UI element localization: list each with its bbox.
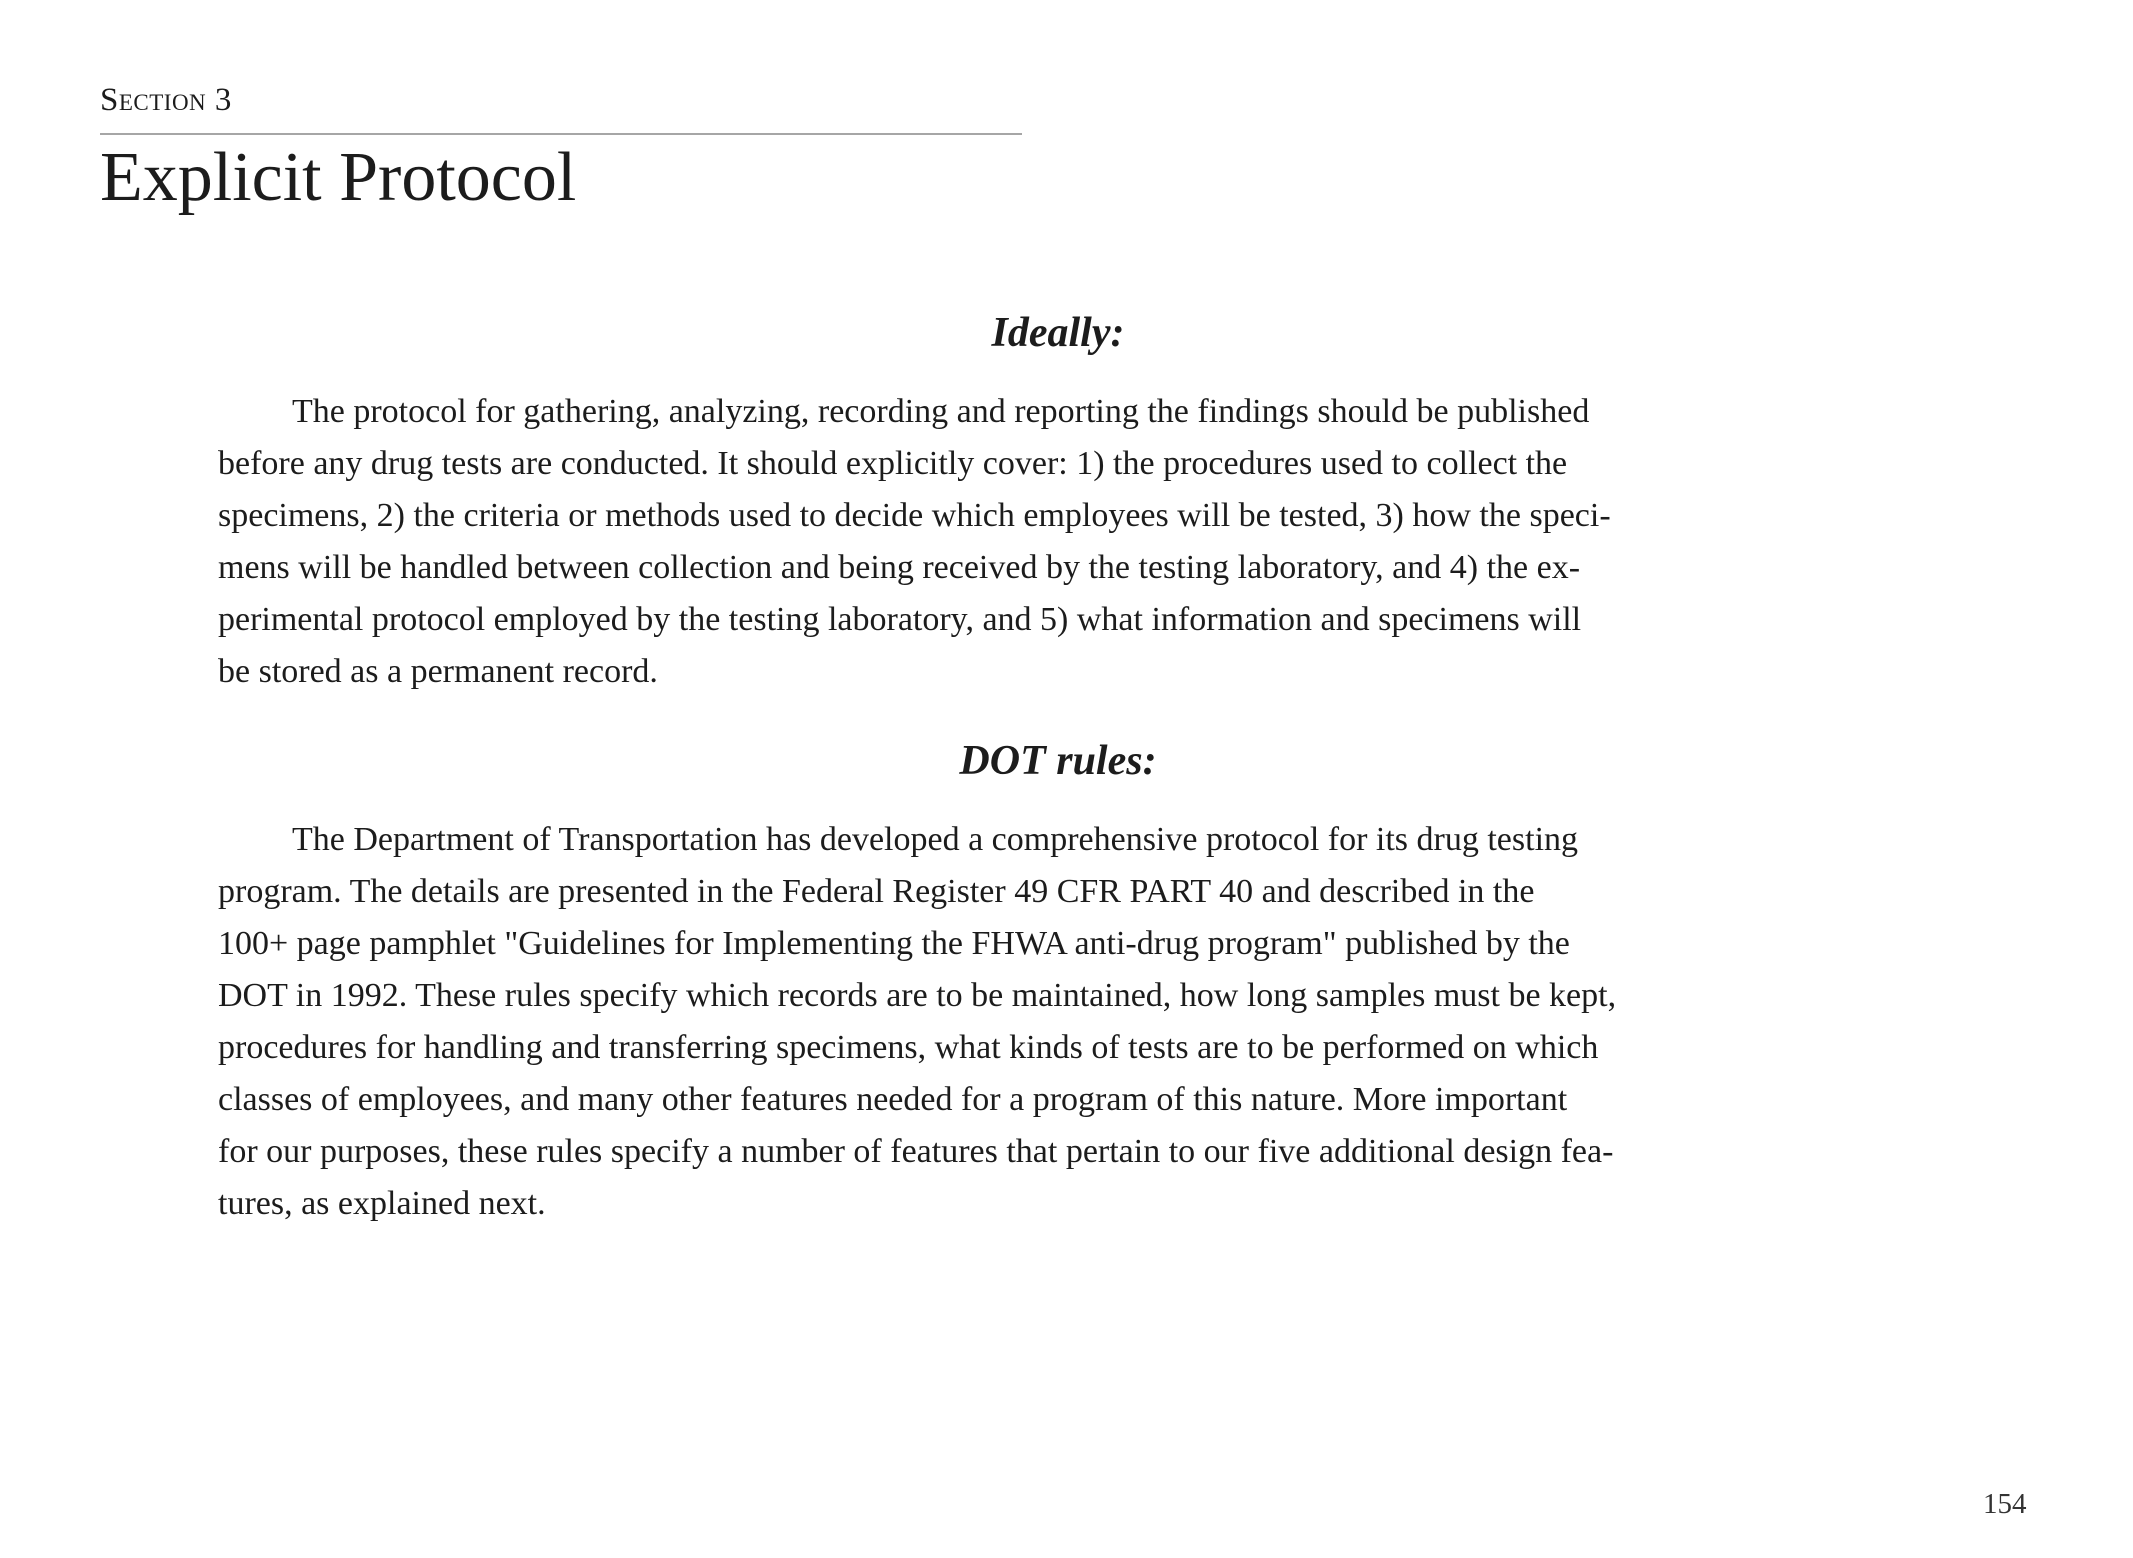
paragraph-line: procedures for handling and transferring specimens, what kinds of tests are to be performed on which bbox=[218, 1029, 1599, 1066]
page-number: 154 bbox=[1983, 1488, 2027, 1520]
paragraph-line: DOT in 1992. These rules specify which records are to be maintained, how long samples must be kept, bbox=[218, 977, 1617, 1014]
paragraph-line: before any drug tests are conducted. It should explicitly cover: 1) the procedures used to collect the bbox=[218, 445, 1568, 482]
header-divider bbox=[100, 133, 1022, 135]
paragraph-dot-rules bbox=[218, 814, 1898, 1230]
paragraph-line: The Department of Transportation has developed a comprehensive protocol for its drug testing bbox=[292, 821, 1579, 858]
section-heading-ideally: Ideally: bbox=[991, 310, 1125, 356]
paragraph-line: classes of employees, and many other features needed for a program of this nature. More important bbox=[218, 1081, 1568, 1118]
section-dot-rules bbox=[218, 736, 1898, 1230]
section-kicker: Section 3 bbox=[100, 82, 232, 118]
paragraph-line: mens will be handled between collection and being received by the testing laboratory, and 4) the ex- bbox=[218, 549, 1581, 586]
paragraph-line: tures, as explained next. bbox=[218, 1185, 546, 1222]
body-column bbox=[218, 308, 1898, 1230]
paragraph-line: The protocol for gathering, analyzing, recording and reporting the findings should be published bbox=[292, 393, 1590, 430]
section-ideally bbox=[218, 308, 1898, 698]
paragraph-line: perimental protocol employed by the testing laboratory, and 5) what information and specimens will bbox=[218, 601, 1582, 638]
paragraph-line: be stored as a permanent record. bbox=[218, 653, 658, 690]
paragraph-line: for our purposes, these rules specify a number of features that pertain to our five additional design fea- bbox=[218, 1133, 1614, 1170]
page-header bbox=[100, 84, 1022, 263]
page-title: Explicit Protocol bbox=[100, 139, 577, 216]
paragraph-line: specimens, 2) the criteria or methods used to decide which employees will be tested, 3) how the speci- bbox=[218, 497, 1611, 534]
paragraph-line: program. The details are presented in the Federal Register 49 CFR PART 40 and described in the bbox=[218, 873, 1535, 910]
section-heading-dot-rules: DOT rules: bbox=[959, 738, 1157, 784]
paragraph-ideally bbox=[218, 386, 1898, 698]
paragraph-line: 100+ page pamphlet "Guidelines for Implementing the FHWA anti-drug program" published by the bbox=[218, 925, 1570, 962]
